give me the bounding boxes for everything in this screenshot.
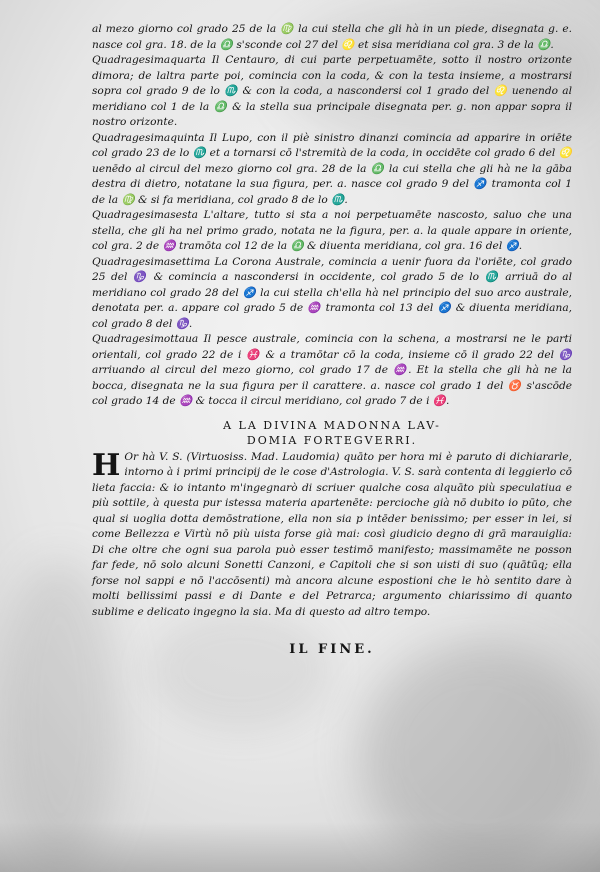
dedication-heading xyxy=(92,418,572,448)
paragraph-southern-crown: Quadragesimasettima La Corona Australe, comincia a uenir fuora da l'oriēte, col grado 25 del ♑ & comincia a nascondersi in occidente, col grado 5 de lo ♏ arriuā do al meridiano col grado 28 del ♐ la cui stella ch'ella hà nel principio del suo arco australe, denotata per. a. appare col grado 5 de ♒ tramonta col 13 del ♐ & diuenta meridiana, col grado 8 del ♑. xyxy=(92,255,572,330)
paragraph-southern-fish: Quadragesimottaua Il pesce australe, comincia con la schena, a mostrarsi ne le parti orientali, col grado 22 de i ♓ & a tramōtar cō la coda, insieme cō il grado 22 del ♑ arriuando al circul del mezo giorno, col grado 17 de ♒. Et la stella che gli hà ne la bocca, disegnata ne la sua figura per il carattere. a. nasce col grado 1 del ♉ s'ascōde col grado 14 de ♒ & tocca il circul meridiano, col grado 7 de i ♓. xyxy=(92,333,572,407)
water-stain-bottom-right xyxy=(360,640,600,870)
page-text xyxy=(92,22,572,658)
dedication-paragraph xyxy=(92,447,572,621)
paragraph-wolf: Quadragesimaquinta Il Lupo, con il piè sinistro dinanzi comincia ad apparire in oriēte col grado 23 de lo ♏ et a tornarsi cō l'stremità de la coda, in occidēte col grado 6 del ♌ uenēdo al circul del mezo giorno col gra. 28 de la ♎ la cui stella che gli hà ne la gāba destra di dietro, notatane la sua figura, per. a. nasce col grado 9 del ♐ tramonta col 1 de la ♍ & si fa meridiana, col grado 8 de lo ♏. xyxy=(92,131,572,206)
paragraph-continued: al mezo giorno col grado 25 de la ♍ la cui stella che gli hà in un piede, disegnata g. e. nasce col gra. 18. de la ♎ s'sconde col 27 del ♌ et sisa meridiana col gra. 3 de la ♎. xyxy=(92,23,572,51)
dedication-heading-line1: A LA DIVINA MADONNA LAV- xyxy=(223,418,441,432)
page-bottom-edge xyxy=(0,822,600,872)
dedication-heading-line2: DOMIA FORTEGVERRI. xyxy=(246,433,418,447)
paragraph-altar: Quadragesimasesta L'altare, tutto si sta a noi perpetuamēte nascosto, saluo che una stella, che gli ha nel primo grado, notata ne la figura, per. a. la quale appare in oriente, col gra. 2 de ♒ tramōta col 12 de la ♎ & diuenta meridiana, col gra. 16 del ♐. xyxy=(92,209,572,252)
the-end-label: IL FINE. xyxy=(289,642,375,657)
dedication-text: Or hà V. S. (Virtuosiss. Mad. Laudomia) quāto per hora mi è paruto di dichiararle, intorno à i primi principij de le cose d'Astrologia. V. S. sarà contenta di leggierlo cō lieta faccia: & io intanto m'ingegnarò di scriuer qualche cosa alquāto più speculatiua e più sottile, à questa pur istessa materia apartenēte: percioche già nō dubito io pūto, che qual si uoglia dotta demōstratione, ella non sia p intēder benissimo; per esser in lei, si come Bellezza e Virtù nō più uista forse già mai: così giudicio degno di grā marauiglia: Di che oltre che ogni sua parola può esser testimō manifesto; massimamēte ne posson far fede, nō solo alcuni Sonetti Canzoni, e Capitoli che si son uisti di suo (quātūq; ella forse nol sappi e nō l'accōsenti) mà ancora alcune espostioni che le hò sentito dare à molti bellissimi passi e di Dante e del Petrarca; argumento chiarissimo di quanto sublime e delicato ingegno la sia. Ma di questo ad altro tempo. xyxy=(92,450,572,618)
drop-cap-letter: H xyxy=(92,447,121,483)
paragraph-centaur: Quadragesimaquarta Il Centauro, di cui parte perpetuamēte, sotto il nostro orizonte dimora; de laltra parte poi, comincia con la coda, & con la testa insieme, a mostrarsi sopra col grado 9 de lo ♏ & con la coda, a nascondersi col 1 grado del ♌ uenendo al meridiano col 1 de la ♎ & la stella sua principale disegnata per. g. non appar sopra il nostro orizonte. xyxy=(92,54,572,128)
